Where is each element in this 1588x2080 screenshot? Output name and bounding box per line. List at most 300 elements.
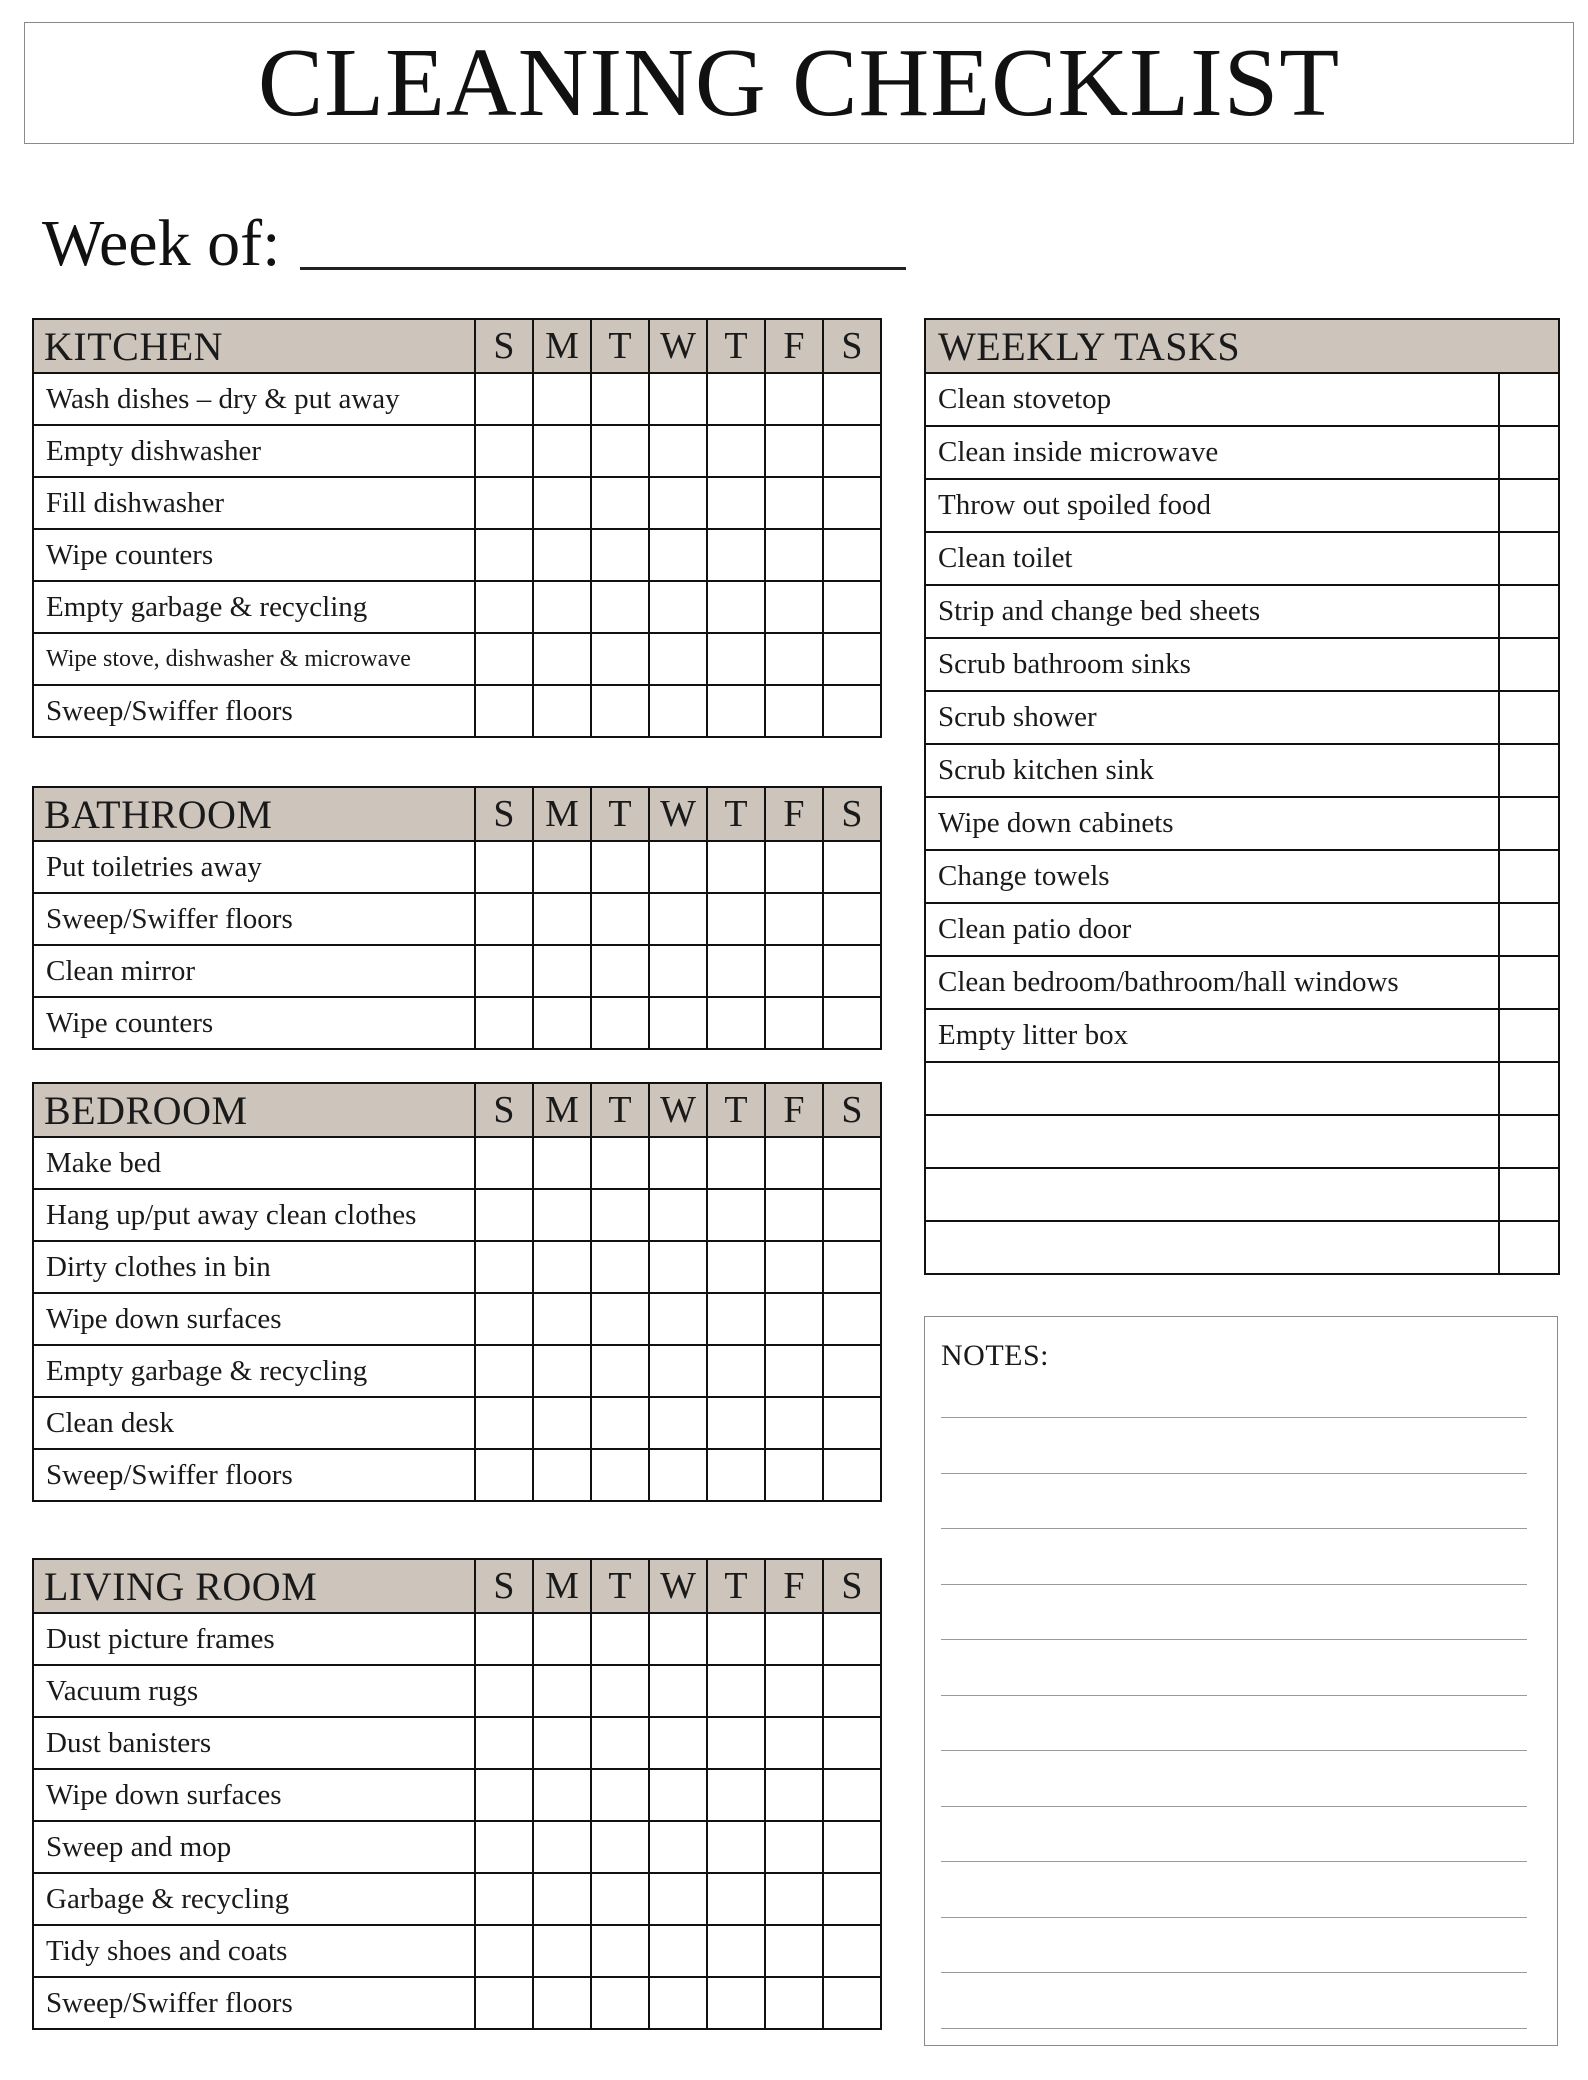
day-checkbox[interactable] (475, 1137, 533, 1189)
weekly-task-blank[interactable] (925, 1168, 1499, 1221)
day-checkbox[interactable] (823, 893, 881, 945)
day-checkbox[interactable] (475, 1241, 533, 1293)
weekly-task-label: Clean patio door (925, 903, 1499, 956)
day-header: S (475, 787, 533, 841)
day-checkbox[interactable] (765, 581, 823, 633)
weekly-task-label: Scrub kitchen sink (925, 744, 1499, 797)
day-checkbox[interactable] (823, 1397, 881, 1449)
week-of-field (42, 200, 906, 282)
day-checkbox[interactable] (707, 945, 765, 997)
day-checkbox[interactable] (591, 1241, 649, 1293)
day-checkbox[interactable] (765, 1613, 823, 1665)
day-checkbox[interactable] (765, 1977, 823, 2029)
day-checkbox[interactable] (533, 1977, 591, 2029)
day-checkbox[interactable] (765, 425, 823, 477)
task-label: Wipe down surfaces (33, 1769, 475, 1821)
day-checkbox[interactable] (823, 1613, 881, 1665)
day-checkbox[interactable] (765, 1293, 823, 1345)
day-checkbox[interactable] (765, 1345, 823, 1397)
day-checkbox[interactable] (475, 1189, 533, 1241)
day-checkbox[interactable] (475, 373, 533, 425)
day-checkbox[interactable] (765, 841, 823, 893)
table-row (33, 1137, 881, 1189)
weekly-checkbox[interactable] (1499, 903, 1559, 956)
day-checkbox[interactable] (765, 945, 823, 997)
task-label: Empty garbage & recycling (33, 581, 475, 633)
day-checkbox[interactable] (533, 1449, 591, 1501)
day-checkbox[interactable] (591, 1449, 649, 1501)
day-checkbox[interactable] (823, 1925, 881, 1977)
day-header: T (591, 319, 649, 373)
day-checkbox[interactable] (707, 1977, 765, 2029)
day-checkbox[interactable] (649, 1449, 707, 1501)
day-checkbox[interactable] (707, 1397, 765, 1449)
day-checkbox[interactable] (765, 477, 823, 529)
day-checkbox[interactable] (707, 1717, 765, 1769)
day-checkbox[interactable] (649, 1873, 707, 1925)
day-checkbox[interactable] (533, 373, 591, 425)
weekly-checkbox[interactable] (1499, 532, 1559, 585)
day-checkbox[interactable] (591, 997, 649, 1049)
day-checkbox[interactable] (823, 1293, 881, 1345)
weekly-task-label: Clean bedroom/bathroom/hall windows (925, 956, 1499, 1009)
day-checkbox[interactable] (649, 685, 707, 737)
day-checkbox[interactable] (649, 581, 707, 633)
day-checkbox[interactable] (649, 945, 707, 997)
day-checkbox[interactable] (475, 945, 533, 997)
day-checkbox[interactable] (823, 685, 881, 737)
day-checkbox[interactable] (591, 1137, 649, 1189)
day-checkbox[interactable] (649, 1821, 707, 1873)
table-row (925, 1168, 1559, 1221)
day-checkbox[interactable] (707, 1241, 765, 1293)
day-header: F (765, 319, 823, 373)
day-checkbox[interactable] (533, 1821, 591, 1873)
day-checkbox[interactable] (707, 1137, 765, 1189)
weekly-task-blank[interactable] (925, 1115, 1499, 1168)
table-row (925, 479, 1559, 532)
section-header-row (33, 1559, 881, 1613)
day-checkbox[interactable] (823, 633, 881, 685)
day-checkbox[interactable] (591, 425, 649, 477)
day-checkbox[interactable] (649, 997, 707, 1049)
day-checkbox[interactable] (475, 581, 533, 633)
task-label: Garbage & recycling (33, 1873, 475, 1925)
day-checkbox[interactable] (533, 1717, 591, 1769)
notes-line[interactable] (941, 1861, 1527, 1862)
day-checkbox[interactable] (765, 1665, 823, 1717)
task-label: Wash dishes – dry & put away (33, 373, 475, 425)
day-checkbox[interactable] (707, 685, 765, 737)
weekly-checkbox[interactable] (1499, 426, 1559, 479)
day-checkbox[interactable] (823, 841, 881, 893)
day-checkbox[interactable] (707, 1873, 765, 1925)
notes-line[interactable] (941, 1584, 1527, 1585)
task-label: Hang up/put away clean clothes (33, 1189, 475, 1241)
table-row (925, 585, 1559, 638)
day-header: F (765, 1083, 823, 1137)
day-checkbox[interactable] (533, 1925, 591, 1977)
day-checkbox[interactable] (649, 1293, 707, 1345)
weekly-checkbox[interactable] (1499, 585, 1559, 638)
day-header: M (533, 787, 591, 841)
day-header: W (649, 1559, 707, 1613)
day-checkbox[interactable] (765, 1769, 823, 1821)
table-row (33, 633, 881, 685)
task-label: Clean mirror (33, 945, 475, 997)
day-checkbox[interactable] (707, 581, 765, 633)
day-checkbox[interactable] (533, 1189, 591, 1241)
day-checkbox[interactable] (475, 1293, 533, 1345)
weekly-checkbox[interactable] (1499, 373, 1559, 426)
day-checkbox[interactable] (533, 1769, 591, 1821)
notes-line[interactable] (941, 1639, 1527, 1640)
day-checkbox[interactable] (649, 841, 707, 893)
weekly-checkbox[interactable] (1499, 1115, 1559, 1168)
day-checkbox[interactable] (707, 633, 765, 685)
weekly-checkbox[interactable] (1499, 956, 1559, 1009)
task-label: Wipe counters (33, 997, 475, 1049)
day-checkbox[interactable] (475, 633, 533, 685)
day-checkbox[interactable] (533, 1665, 591, 1717)
day-checkbox[interactable] (649, 1717, 707, 1769)
table-row (925, 956, 1559, 1009)
day-checkbox[interactable] (591, 1293, 649, 1345)
weekly-checkbox[interactable] (1499, 797, 1559, 850)
day-checkbox[interactable] (475, 1397, 533, 1449)
day-checkbox[interactable] (533, 893, 591, 945)
day-checkbox[interactable] (591, 1769, 649, 1821)
table-row (33, 1769, 881, 1821)
day-checkbox[interactable] (533, 997, 591, 1049)
day-checkbox[interactable] (591, 1925, 649, 1977)
day-checkbox[interactable] (765, 529, 823, 581)
day-checkbox[interactable] (649, 1137, 707, 1189)
day-checkbox[interactable] (649, 1769, 707, 1821)
day-header: S (475, 1083, 533, 1137)
weekly-task-blank[interactable] (925, 1221, 1499, 1274)
weekly-checkbox[interactable] (1499, 744, 1559, 797)
task-label: Sweep/Swiffer floors (33, 685, 475, 737)
weekly-checkbox[interactable] (1499, 479, 1559, 532)
day-checkbox[interactable] (533, 1137, 591, 1189)
day-header: T (591, 1083, 649, 1137)
day-checkbox[interactable] (475, 1665, 533, 1717)
day-checkbox[interactable] (533, 425, 591, 477)
table-row (33, 581, 881, 633)
day-checkbox[interactable] (649, 1189, 707, 1241)
notes-line[interactable] (941, 1695, 1527, 1696)
day-header: S (475, 319, 533, 373)
day-checkbox[interactable] (649, 1397, 707, 1449)
day-checkbox[interactable] (475, 1821, 533, 1873)
day-checkbox[interactable] (475, 1925, 533, 1977)
day-checkbox[interactable] (475, 1977, 533, 2029)
day-checkbox[interactable] (591, 633, 649, 685)
section-title: LIVING ROOM (33, 1559, 475, 1613)
day-checkbox[interactable] (707, 1821, 765, 1873)
day-checkbox[interactable] (823, 1189, 881, 1241)
weekly-checkbox[interactable] (1499, 850, 1559, 903)
day-header: T (591, 787, 649, 841)
table-row (925, 532, 1559, 585)
weekly-task-label: Throw out spoiled food (925, 479, 1499, 532)
day-checkbox[interactable] (707, 841, 765, 893)
day-checkbox[interactable] (823, 997, 881, 1049)
day-checkbox[interactable] (533, 1293, 591, 1345)
day-checkbox[interactable] (823, 477, 881, 529)
weekly-checkbox[interactable] (1499, 1062, 1559, 1115)
day-checkbox[interactable] (823, 1345, 881, 1397)
day-checkbox[interactable] (649, 1977, 707, 2029)
task-label: Sweep/Swiffer floors (33, 893, 475, 945)
day-checkbox[interactable] (765, 1873, 823, 1925)
table-row (925, 426, 1559, 479)
day-checkbox[interactable] (823, 1977, 881, 2029)
weekly-checkbox[interactable] (1499, 638, 1559, 691)
weekly-task-label: Empty litter box (925, 1009, 1499, 1062)
section-table-bathroom (32, 786, 882, 1050)
day-checkbox[interactable] (823, 945, 881, 997)
day-checkbox[interactable] (591, 1665, 649, 1717)
day-checkbox[interactable] (823, 1241, 881, 1293)
day-checkbox[interactable] (649, 1925, 707, 1977)
day-checkbox[interactable] (823, 529, 881, 581)
notes-line[interactable] (941, 1917, 1527, 1918)
day-checkbox[interactable] (707, 1613, 765, 1665)
section-title: KITCHEN (33, 319, 475, 373)
notes-line[interactable] (941, 1806, 1527, 1807)
day-checkbox[interactable] (649, 373, 707, 425)
week-of-blank[interactable] (300, 267, 906, 270)
task-label: Put toiletries away (33, 841, 475, 893)
day-checkbox[interactable] (533, 1873, 591, 1925)
notes-label: NOTES: (941, 1339, 1049, 1372)
day-checkbox[interactable] (765, 633, 823, 685)
day-checkbox[interactable] (591, 1345, 649, 1397)
day-checkbox[interactable] (591, 1977, 649, 2029)
day-checkbox[interactable] (823, 1769, 881, 1821)
day-checkbox[interactable] (823, 373, 881, 425)
task-label: Empty dishwasher (33, 425, 475, 477)
day-checkbox[interactable] (649, 1613, 707, 1665)
section-title: BEDROOM (33, 1083, 475, 1137)
day-checkbox[interactable] (591, 1821, 649, 1873)
day-checkbox[interactable] (707, 1769, 765, 1821)
day-checkbox[interactable] (765, 1397, 823, 1449)
day-checkbox[interactable] (823, 425, 881, 477)
day-checkbox[interactable] (591, 477, 649, 529)
weekly-task-blank[interactable] (925, 1062, 1499, 1115)
day-checkbox[interactable] (765, 1189, 823, 1241)
section-table-bedroom (32, 1082, 882, 1502)
day-checkbox[interactable] (533, 685, 591, 737)
day-checkbox[interactable] (533, 1613, 591, 1665)
day-checkbox[interactable] (765, 685, 823, 737)
day-checkbox[interactable] (475, 893, 533, 945)
notes-line[interactable] (941, 1473, 1527, 1474)
day-checkbox[interactable] (765, 1137, 823, 1189)
day-checkbox[interactable] (649, 1345, 707, 1397)
day-header: T (591, 1559, 649, 1613)
day-checkbox[interactable] (591, 1397, 649, 1449)
day-header: S (823, 1083, 881, 1137)
day-checkbox[interactable] (475, 1873, 533, 1925)
day-checkbox[interactable] (475, 841, 533, 893)
weekly-task-label: Clean stovetop (925, 373, 1499, 426)
day-checkbox[interactable] (649, 633, 707, 685)
table-row (33, 1665, 881, 1717)
task-label: Wipe counters (33, 529, 475, 581)
weekly-checkbox[interactable] (1499, 1168, 1559, 1221)
day-checkbox[interactable] (765, 893, 823, 945)
day-checkbox[interactable] (707, 1293, 765, 1345)
task-label: Dirty clothes in bin (33, 1241, 475, 1293)
day-checkbox[interactable] (533, 581, 591, 633)
day-checkbox[interactable] (707, 1345, 765, 1397)
notes-line[interactable] (941, 1750, 1527, 1751)
day-checkbox[interactable] (765, 1241, 823, 1293)
table-row (925, 850, 1559, 903)
day-checkbox[interactable] (591, 373, 649, 425)
day-checkbox[interactable] (765, 1925, 823, 1977)
day-checkbox[interactable] (765, 1717, 823, 1769)
day-checkbox[interactable] (591, 841, 649, 893)
day-checkbox[interactable] (533, 1397, 591, 1449)
task-label: Wipe down surfaces (33, 1293, 475, 1345)
day-checkbox[interactable] (707, 425, 765, 477)
day-checkbox[interactable] (707, 997, 765, 1049)
day-header: W (649, 787, 707, 841)
day-header: W (649, 319, 707, 373)
day-checkbox[interactable] (707, 1665, 765, 1717)
weekly-checkbox[interactable] (1499, 691, 1559, 744)
day-checkbox[interactable] (591, 893, 649, 945)
day-checkbox[interactable] (823, 581, 881, 633)
day-checkbox[interactable] (823, 1665, 881, 1717)
day-checkbox[interactable] (533, 1241, 591, 1293)
day-checkbox[interactable] (533, 529, 591, 581)
table-row (925, 1062, 1559, 1115)
day-checkbox[interactable] (591, 1613, 649, 1665)
day-checkbox[interactable] (533, 1345, 591, 1397)
task-label: Sweep/Swiffer floors (33, 1449, 475, 1501)
day-checkbox[interactable] (591, 1717, 649, 1769)
day-checkbox[interactable] (533, 477, 591, 529)
day-checkbox[interactable] (649, 893, 707, 945)
task-label: Sweep/Swiffer floors (33, 1977, 475, 2029)
day-checkbox[interactable] (765, 997, 823, 1049)
weekly-tasks-header-row (925, 319, 1559, 373)
day-checkbox[interactable] (649, 1665, 707, 1717)
page-title: CLEANING CHECKLIST (257, 29, 1341, 137)
day-checkbox[interactable] (823, 1449, 881, 1501)
day-checkbox[interactable] (823, 1137, 881, 1189)
day-checkbox[interactable] (475, 477, 533, 529)
day-checkbox[interactable] (707, 1189, 765, 1241)
day-checkbox[interactable] (707, 1925, 765, 1977)
day-checkbox[interactable] (591, 1873, 649, 1925)
day-checkbox[interactable] (475, 1345, 533, 1397)
section-title: BATHROOM (33, 787, 475, 841)
day-checkbox[interactable] (475, 1449, 533, 1501)
day-checkbox[interactable] (475, 425, 533, 477)
notes-line[interactable] (941, 1417, 1527, 1418)
weekly-task-label: Clean inside microwave (925, 426, 1499, 479)
day-checkbox[interactable] (475, 1717, 533, 1769)
day-checkbox[interactable] (475, 1613, 533, 1665)
weekly-task-label: Scrub shower (925, 691, 1499, 744)
day-checkbox[interactable] (707, 477, 765, 529)
day-header: S (823, 1559, 881, 1613)
section-header-row (33, 319, 881, 373)
day-checkbox[interactable] (765, 1821, 823, 1873)
notes-line[interactable] (941, 1972, 1527, 1973)
day-checkbox[interactable] (707, 373, 765, 425)
weekly-tasks-table (924, 318, 1560, 1275)
table-row (925, 744, 1559, 797)
day-header: F (765, 1559, 823, 1613)
day-header: T (707, 1559, 765, 1613)
day-checkbox[interactable] (823, 1717, 881, 1769)
section-header-row (33, 787, 881, 841)
day-checkbox[interactable] (475, 685, 533, 737)
day-checkbox[interactable] (649, 477, 707, 529)
table-row (33, 1293, 881, 1345)
table-row (33, 1397, 881, 1449)
day-checkbox[interactable] (533, 841, 591, 893)
table-row (33, 1613, 881, 1665)
week-of-label: Week of: (42, 207, 281, 280)
notes-line[interactable] (941, 1528, 1527, 1529)
table-row (925, 903, 1559, 956)
day-header: S (475, 1559, 533, 1613)
table-row (33, 893, 881, 945)
day-checkbox[interactable] (475, 529, 533, 581)
day-checkbox[interactable] (649, 529, 707, 581)
notes-line[interactable] (941, 2028, 1527, 2029)
day-checkbox[interactable] (765, 373, 823, 425)
table-row (33, 685, 881, 737)
day-checkbox[interactable] (649, 1241, 707, 1293)
weekly-checkbox[interactable] (1499, 1009, 1559, 1062)
task-label: Tidy shoes and coats (33, 1925, 475, 1977)
day-checkbox[interactable] (649, 425, 707, 477)
day-checkbox[interactable] (475, 1769, 533, 1821)
day-checkbox[interactable] (591, 685, 649, 737)
weekly-task-label: Wipe down cabinets (925, 797, 1499, 850)
day-checkbox[interactable] (591, 581, 649, 633)
weekly-checkbox[interactable] (1499, 1221, 1559, 1274)
table-row (925, 373, 1559, 426)
table-row (925, 797, 1559, 850)
day-checkbox[interactable] (533, 633, 591, 685)
day-checkbox[interactable] (707, 893, 765, 945)
day-checkbox[interactable] (707, 1449, 765, 1501)
day-checkbox[interactable] (707, 529, 765, 581)
day-checkbox[interactable] (823, 1821, 881, 1873)
day-checkbox[interactable] (475, 997, 533, 1049)
day-header: M (533, 1083, 591, 1137)
day-checkbox[interactable] (591, 945, 649, 997)
day-checkbox[interactable] (533, 945, 591, 997)
day-checkbox[interactable] (591, 1189, 649, 1241)
day-header: T (707, 787, 765, 841)
day-header: T (707, 1083, 765, 1137)
day-checkbox[interactable] (591, 529, 649, 581)
day-checkbox[interactable] (765, 1449, 823, 1501)
day-checkbox[interactable] (823, 1873, 881, 1925)
